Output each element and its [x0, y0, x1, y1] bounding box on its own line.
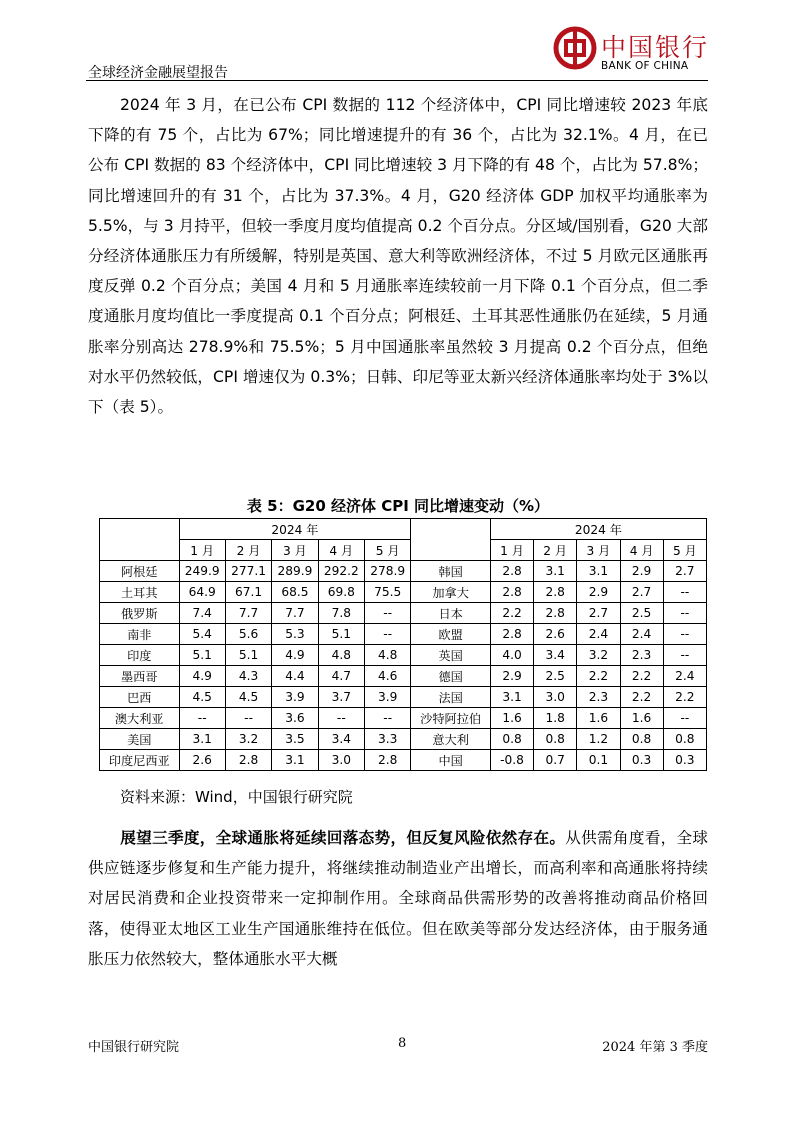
cpi-value: 2.3 [577, 687, 620, 708]
cpi-value: 5.1 [179, 645, 225, 666]
cpi-value: 3.9 [365, 687, 411, 708]
country-name: 印度尼西亚 [100, 750, 180, 771]
cpi-value: 3.2 [225, 729, 271, 750]
cpi-value: 4.8 [318, 645, 364, 666]
cpi-value: 4.5 [179, 687, 225, 708]
cpi-value: 2.9 [620, 561, 663, 582]
month-header: 4 月 [620, 540, 663, 561]
country-name: 俄罗斯 [100, 603, 180, 624]
month-header: 1 月 [179, 540, 225, 561]
month-header: 2 月 [534, 540, 577, 561]
cpi-value: -- [365, 624, 411, 645]
logo-english-text: BANK OF CHINA [601, 60, 689, 72]
table-corner-right-lower [411, 540, 491, 561]
cpi-value: 2.9 [577, 582, 620, 603]
month-header: 5 月 [663, 540, 706, 561]
cpi-value: 292.2 [318, 561, 364, 582]
cpi-value: 3.1 [534, 561, 577, 582]
cpi-value: 4.5 [225, 687, 271, 708]
cpi-value: -- [663, 708, 706, 729]
cpi-value: 2.4 [577, 624, 620, 645]
cpi-value: -- [318, 708, 364, 729]
country-name: 日本 [411, 603, 491, 624]
paragraph1-text: 2024 年 3 月，在已公布 CPI 数据的 112 个经济体中，CPI 同比增速较 2023 年底下降的有 75 个，占比为 67%；同比增速提升的有 36 个，占比为 32.1%。4 月，在已公布 CPI 数据的 83 个经济体中，CPI 同比增速较 3 月下降的有 48 个，占比为 57.8%；同比增速回升的有 31 个，占比为 37.3%。4 月，G20 经济体 GDP 加权平均通胀率为 5.5%，与 3 月持平，但较一季度月度均值提高 0.2 个百分点。分区域/国别看，G20 大部分经济体通胀压力有所缓解，特别是英国、意大利等欧洲经济体，不过 5 月欧元区通胀再度反弹 0.2 个百分点；美国 4 月和 5 月通胀率连续较前一月下降 0.1 个百分点，但二季度通胀月度均值比一季度提高 0.1 个百分点；阿根廷、土耳其恶性通胀仍在延续，5 月通胀率分别高达 278.9%和 75.5%；5 月中国通胀率虽然较 3 月提高 0.2 个百分点，但绝对水平仍然较低，CPI 增速仅为 0.3%；日韩、印尼等亚太新兴经济体通胀率均处于 3%以下（表 5）。 [88, 96, 708, 417]
cpi-value: 3.2 [577, 645, 620, 666]
footer-quarter: 2024 年第 3 季度 [602, 1040, 708, 1055]
cpi-value: 5.6 [225, 624, 271, 645]
cpi-value: 68.5 [272, 582, 318, 603]
cpi-value: 2.8 [365, 750, 411, 771]
cpi-value: 4.7 [318, 666, 364, 687]
country-name: 巴西 [100, 687, 180, 708]
cpi-value: 64.9 [179, 582, 225, 603]
table-row [100, 645, 707, 666]
cpi-value: 0.8 [663, 729, 706, 750]
cpi-value: 0.3 [620, 750, 663, 771]
cpi-value: 3.1 [490, 687, 533, 708]
cpi-value: -- [365, 603, 411, 624]
cpi-value: 2.8 [490, 582, 533, 603]
cpi-table [99, 518, 707, 771]
table-row [100, 708, 707, 729]
cpi-value: 2.8 [534, 582, 577, 603]
country-name: 英国 [411, 645, 491, 666]
cpi-value: 2.7 [577, 603, 620, 624]
cpi-value: 3.7 [318, 687, 364, 708]
cpi-value: 1.6 [620, 708, 663, 729]
cpi-value: -- [663, 624, 706, 645]
cpi-value: 5.1 [225, 645, 271, 666]
cpi-value: 75.5 [365, 582, 411, 603]
table-row [100, 687, 707, 708]
cpi-value: 2.9 [490, 666, 533, 687]
cpi-value: 0.7 [534, 750, 577, 771]
cpi-value: 4.3 [225, 666, 271, 687]
country-name: 印度 [100, 645, 180, 666]
cpi-value: 0.1 [577, 750, 620, 771]
country-name: 阿根廷 [100, 561, 180, 582]
cpi-value: 2.5 [534, 666, 577, 687]
table-row [100, 561, 707, 582]
cpi-value: 278.9 [365, 561, 411, 582]
table-row [100, 582, 707, 603]
cpi-value: 3.4 [318, 729, 364, 750]
bank-of-china-logo-icon [553, 26, 597, 70]
footer-institute: 中国银行研究院 [88, 1040, 180, 1055]
month-header: 4 月 [318, 540, 364, 561]
cpi-value: 4.6 [365, 666, 411, 687]
cpi-value: 2.4 [663, 666, 706, 687]
cpi-value: 0.8 [490, 729, 533, 750]
country-name: 中国 [411, 750, 491, 771]
cpi-value: 7.4 [179, 603, 225, 624]
country-name: 韩国 [411, 561, 491, 582]
country-name: 南非 [100, 624, 180, 645]
cpi-value: -- [225, 708, 271, 729]
table-row [100, 750, 707, 771]
table-row [100, 729, 707, 750]
table-corner-left-lower [100, 540, 180, 561]
cpi-value: 2.8 [534, 603, 577, 624]
cpi-value: -- [663, 582, 706, 603]
month-header: 5 月 [365, 540, 411, 561]
table-source: 资料来源：Wind，中国银行研究院 [120, 788, 353, 806]
cpi-value: 0.3 [663, 750, 706, 771]
cpi-value: 2.7 [620, 582, 663, 603]
country-name: 德国 [411, 666, 491, 687]
cpi-value: 0.8 [534, 729, 577, 750]
cpi-value: -- [663, 645, 706, 666]
country-name: 墨西哥 [100, 666, 180, 687]
paragraph-inflation-overview [88, 90, 708, 422]
cpi-value: 2.8 [490, 561, 533, 582]
country-name: 土耳其 [100, 582, 180, 603]
cpi-value: 5.4 [179, 624, 225, 645]
cpi-value: 69.8 [318, 582, 364, 603]
cpi-value: 7.7 [272, 603, 318, 624]
cpi-value: 1.6 [490, 708, 533, 729]
month-header: 3 月 [577, 540, 620, 561]
logo-chinese-text: 中国银行 [601, 33, 710, 62]
cpi-value: 3.0 [534, 687, 577, 708]
cpi-value: 2.6 [534, 624, 577, 645]
cpi-value: 2.7 [663, 561, 706, 582]
country-name: 欧盟 [411, 624, 491, 645]
cpi-value: 2.2 [620, 687, 663, 708]
cpi-value: -0.8 [490, 750, 533, 771]
table-corner-right [411, 519, 491, 540]
cpi-value: 3.3 [365, 729, 411, 750]
footer-page-number: 8 [398, 1036, 407, 1051]
cpi-value: 2.8 [225, 750, 271, 771]
table-row [100, 666, 707, 687]
country-name: 加拿大 [411, 582, 491, 603]
cpi-value: 3.5 [272, 729, 318, 750]
cpi-value: 2.5 [620, 603, 663, 624]
cpi-value: 3.6 [272, 708, 318, 729]
month-header: 1 月 [490, 540, 533, 561]
cpi-value: 7.8 [318, 603, 364, 624]
cpi-value: 3.4 [534, 645, 577, 666]
cpi-value: 4.9 [179, 666, 225, 687]
cpi-value: 3.1 [179, 729, 225, 750]
cpi-value: 2.2 [663, 687, 706, 708]
table-header-month-row [100, 540, 707, 561]
month-header: 3 月 [272, 540, 318, 561]
year-header-left: 2024 年 [179, 519, 411, 540]
cpi-value: -- [365, 708, 411, 729]
month-header: 2 月 [225, 540, 271, 561]
cpi-value: 2.8 [490, 624, 533, 645]
cpi-value: -- [663, 603, 706, 624]
cpi-value: 2.2 [577, 666, 620, 687]
cpi-value: 4.8 [365, 645, 411, 666]
country-name: 法国 [411, 687, 491, 708]
cpi-value: 277.1 [225, 561, 271, 582]
cpi-value: 0.8 [620, 729, 663, 750]
cpi-value: 4.4 [272, 666, 318, 687]
cpi-value: 1.8 [534, 708, 577, 729]
cpi-value: 289.9 [272, 561, 318, 582]
paragraph-q3-outlook [88, 823, 708, 974]
header-rule [86, 80, 708, 81]
country-name: 意大利 [411, 729, 491, 750]
paragraph2-text: 从供需角度看，全球供应链逐步修复和生产能力提升，将继续推动制造业产出增长，而高利率和高通胀将持续对居民消费和企业投资带来一定抑制作用。全球商品供需形势的改善将推动商品价格回落，使得亚太地区工业生产国通胀维持在低位。但在欧美等部分发达经济体，由于服务通胀压力依然较大，整体通胀水平大概 [88, 829, 708, 968]
cpi-value: 5.1 [318, 624, 364, 645]
cpi-value: 67.1 [225, 582, 271, 603]
cpi-value: 5.3 [272, 624, 318, 645]
year-header-right: 2024 年 [490, 519, 706, 540]
report-title: 全球经济金融展望报告 [88, 65, 228, 81]
table-header-year-row [100, 519, 707, 540]
cpi-value: 1.6 [577, 708, 620, 729]
cpi-value: 3.0 [318, 750, 364, 771]
country-name: 沙特阿拉伯 [411, 708, 491, 729]
cpi-value: 3.1 [577, 561, 620, 582]
country-name: 美国 [100, 729, 180, 750]
cpi-value: 2.3 [620, 645, 663, 666]
table-row [100, 624, 707, 645]
cpi-value: 3.9 [272, 687, 318, 708]
table-corner-left [100, 519, 180, 540]
cpi-value: -- [179, 708, 225, 729]
cpi-value: 2.4 [620, 624, 663, 645]
cpi-value: 3.1 [272, 750, 318, 771]
cpi-value: 2.6 [179, 750, 225, 771]
table-row [100, 603, 707, 624]
cpi-value: 4.0 [490, 645, 533, 666]
paragraph2-lead: 展望三季度，全球通胀将延续回落态势，但反复风险依然存在。 [120, 829, 566, 847]
country-name: 澳大利亚 [100, 708, 180, 729]
cpi-value: 2.2 [490, 603, 533, 624]
bank-logo [553, 20, 713, 78]
cpi-value: 7.7 [225, 603, 271, 624]
cpi-value: 1.2 [577, 729, 620, 750]
cpi-value: 2.2 [620, 666, 663, 687]
table-title: 表 5：G20 经济体 CPI 同比增速变动（%） [246, 497, 550, 515]
cpi-value: 249.9 [179, 561, 225, 582]
cpi-value: 4.9 [272, 645, 318, 666]
